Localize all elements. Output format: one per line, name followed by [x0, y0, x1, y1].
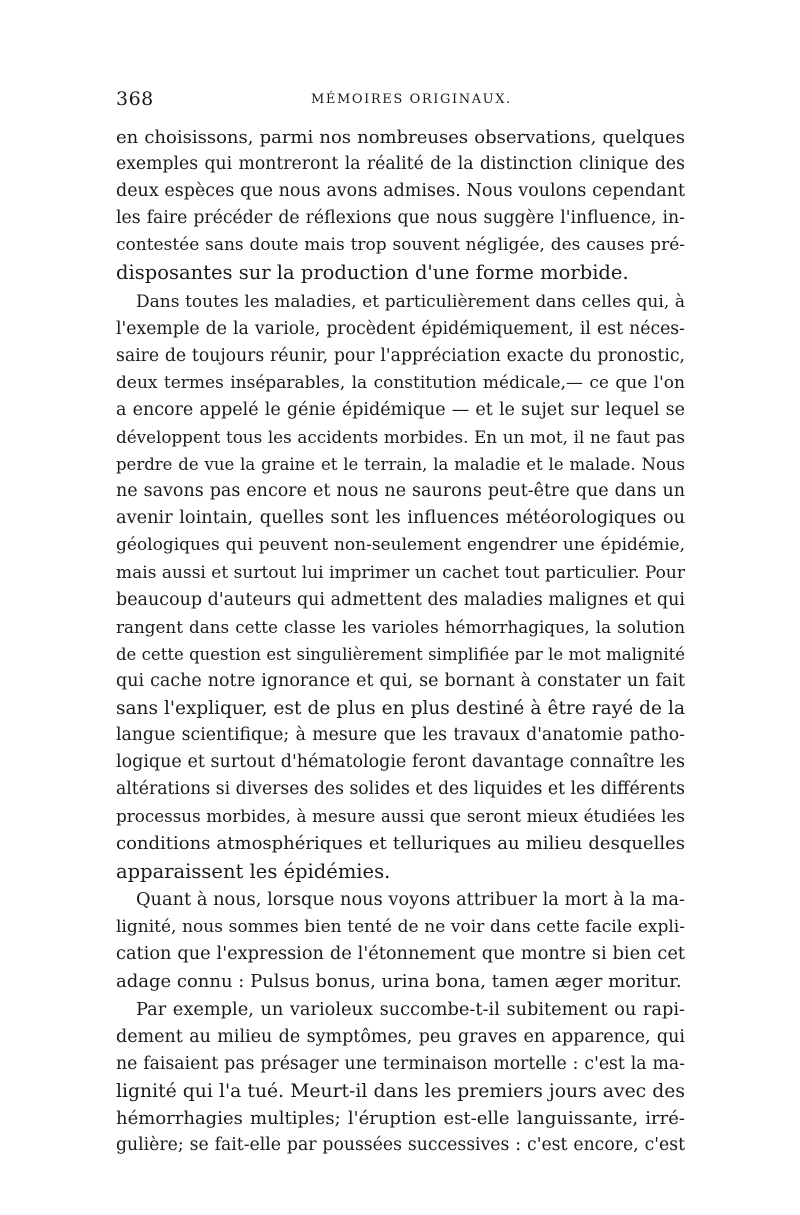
text-line: développent tous les accidents morbides. En un mot, il ne faut pas [116, 427, 685, 448]
text-line: exemples qui montreront la réalité de la distinction clinique des [116, 154, 685, 175]
text-line: sans l'expliquer, est de plus en plus destiné à être rayé de la [116, 697, 685, 719]
text-line: cation que l'expression de l'étonnement que montre si bien cet [116, 943, 685, 964]
text-line: saire de toujours réunir, pour l'appréciation exacte du pronostic, [116, 345, 685, 366]
text-line: conditions atmosphériques et telluriques au milieu desquelles [116, 833, 685, 855]
text-line: avenir lointain, quelles sont les influences météorologiques ou [116, 508, 685, 529]
text-line: Dans toutes les maladies, et particulièrement dans celles qui, à [136, 291, 685, 312]
text-line: Par exemple, un varioleux succombe-t-il subitement ou rapi- [136, 1000, 685, 1020]
text-line: perdre de vue la graine et le terrain, la maladie et le malade. Nous [116, 455, 685, 475]
paragraph-4 [116, 997, 685, 1160]
text-line: a encore appelé le génie épidémique — et le sujet sur lequel se [116, 399, 685, 420]
text-line: dement au milieu de symptômes, peu graves en apparence, qui [116, 1027, 685, 1048]
text-line: ne savons pas encore et nous ne saurons peut-être que dans un [116, 481, 685, 502]
text-line: qui cache notre ignorance et qui, se bornant à constater un fait [116, 670, 685, 691]
text-line: apparaissent les épidémies. [116, 859, 391, 883]
paragraph-2 [116, 289, 685, 885]
text-line: gulière; se fait-elle par poussées successives : c'est encore, c'est [116, 1135, 685, 1156]
text-line: l'exemple de la variole, procèdent épidémiquement, il est néces- [116, 318, 685, 339]
text-line: en choisissons, parmi nos nombreuses observations, quelques [116, 127, 685, 148]
text-line: mais aussi et surtout lui imprimer un cachet tout particulier. Pour [116, 562, 685, 583]
text-line: Quant à nous, lorsque nous voyons attribuer la mort à la ma- [136, 889, 685, 910]
paragraph-3 [116, 887, 685, 995]
text-line: deux termes inséparables, la constitution médicale,— ce que l'on [116, 372, 685, 393]
text-line: ne faisaient pas présager une terminaison mortelle : c'est la ma- [116, 1054, 685, 1075]
text-line: géologiques qui peuvent non-seulement engendrer une épidémie, [116, 535, 685, 556]
text-line: hémorrhagies multiples; l'éruption est-elle languissante, irré- [116, 1108, 685, 1130]
text-line: langue scientifique; à mesure que les travaux d'anatomie patho- [116, 725, 685, 746]
text-line: beaucoup d'auteurs qui admettent des maladies malignes et qui [116, 589, 685, 610]
text-line: les faire précéder de réflexions que nous suggère l'influence, in- [116, 208, 685, 229]
text-line: contestée sans doute mais trop souvent négligée, des causes pré- [116, 235, 685, 256]
text-line: logique et surtout d'hématologie feront davantage connaître les [116, 752, 685, 773]
text-line: deux espèces que nous avons admises. Nous voulons cependant [116, 181, 685, 202]
text-line: disposantes sur la production d'une forme morbide. [116, 261, 629, 285]
text-line: altérations si diverses des solides et des liquides et les différents [116, 779, 685, 800]
body-text [116, 124, 685, 1160]
text-line: processus morbides, à mesure aussi que seront mieux étudiées les [116, 806, 685, 827]
text-line: rangent dans cette classe les varioles hémorrhagiques, la solution [116, 616, 685, 637]
page-number: 368 [116, 88, 154, 110]
paragraph-1 [116, 124, 685, 287]
running-title: MÉMOIRES ORIGINAUX. [311, 92, 512, 107]
text-line: lignité qui l'a tué. Meurt-il dans les premiers jours avec des [116, 1081, 685, 1103]
page-header [116, 88, 685, 116]
text-line: adage connu : Pulsus bonus, urina bona, tamen æger moritur. [116, 970, 682, 992]
text-line: lignité, nous sommes bien tenté de ne voir dans cette facile expli- [116, 916, 685, 937]
text-line: de cette question est singulièrement simplifiée par le mot malignité [116, 644, 685, 664]
